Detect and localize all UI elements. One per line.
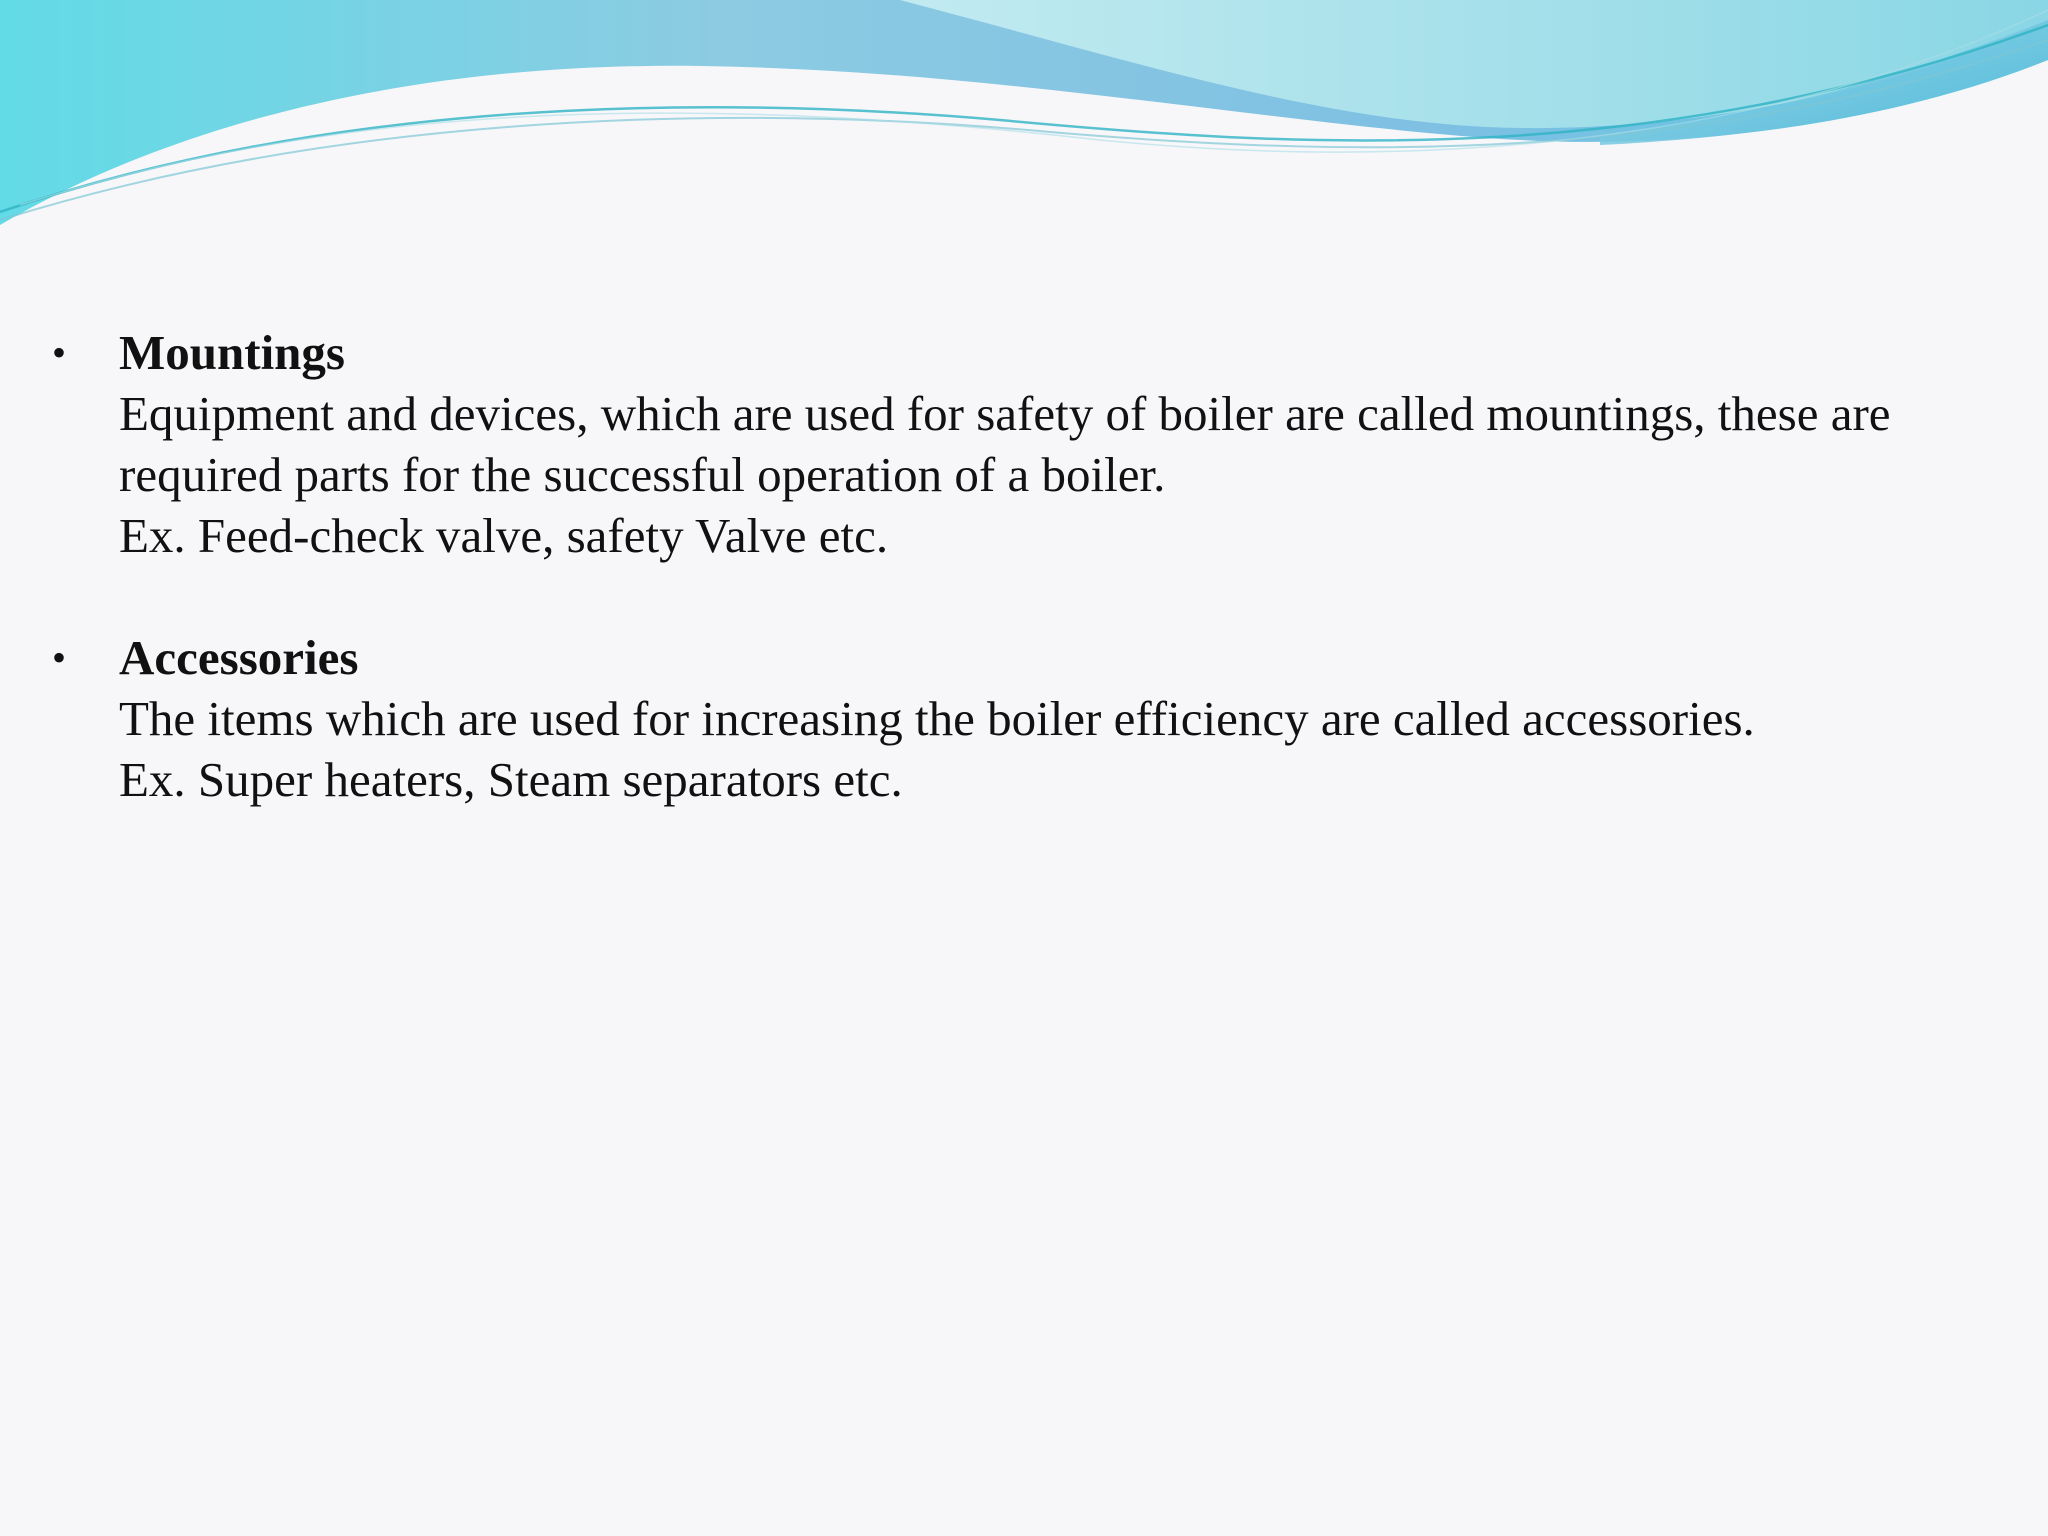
- bullet-text-line: required parts for the successful operation of a boiler.: [119, 447, 1166, 502]
- bullet-item-accessories: [52, 627, 2002, 810]
- bullet-example-line: Ex. Super heaters, Steam separators etc.: [119, 752, 903, 807]
- slide-content: [52, 322, 2002, 810]
- bullet-item-mountings: [52, 322, 2002, 566]
- bullet-heading: Mountings: [119, 325, 346, 380]
- bullet-marker: •: [52, 330, 67, 375]
- bullet-text-line: The items which are used for increasing the boiler efficiency are called accessories.: [119, 691, 1755, 746]
- bullet-heading: Accessories: [119, 630, 359, 685]
- bullet-example-line: Ex. Feed-check valve, safety Valve etc.: [119, 508, 889, 563]
- bullet-marker: •: [52, 635, 67, 680]
- bullet-text-line: Equipment and devices, which are used for safety of boiler are called mountings, these are: [119, 386, 1891, 441]
- wave-header-decoration: [0, 0, 2048, 240]
